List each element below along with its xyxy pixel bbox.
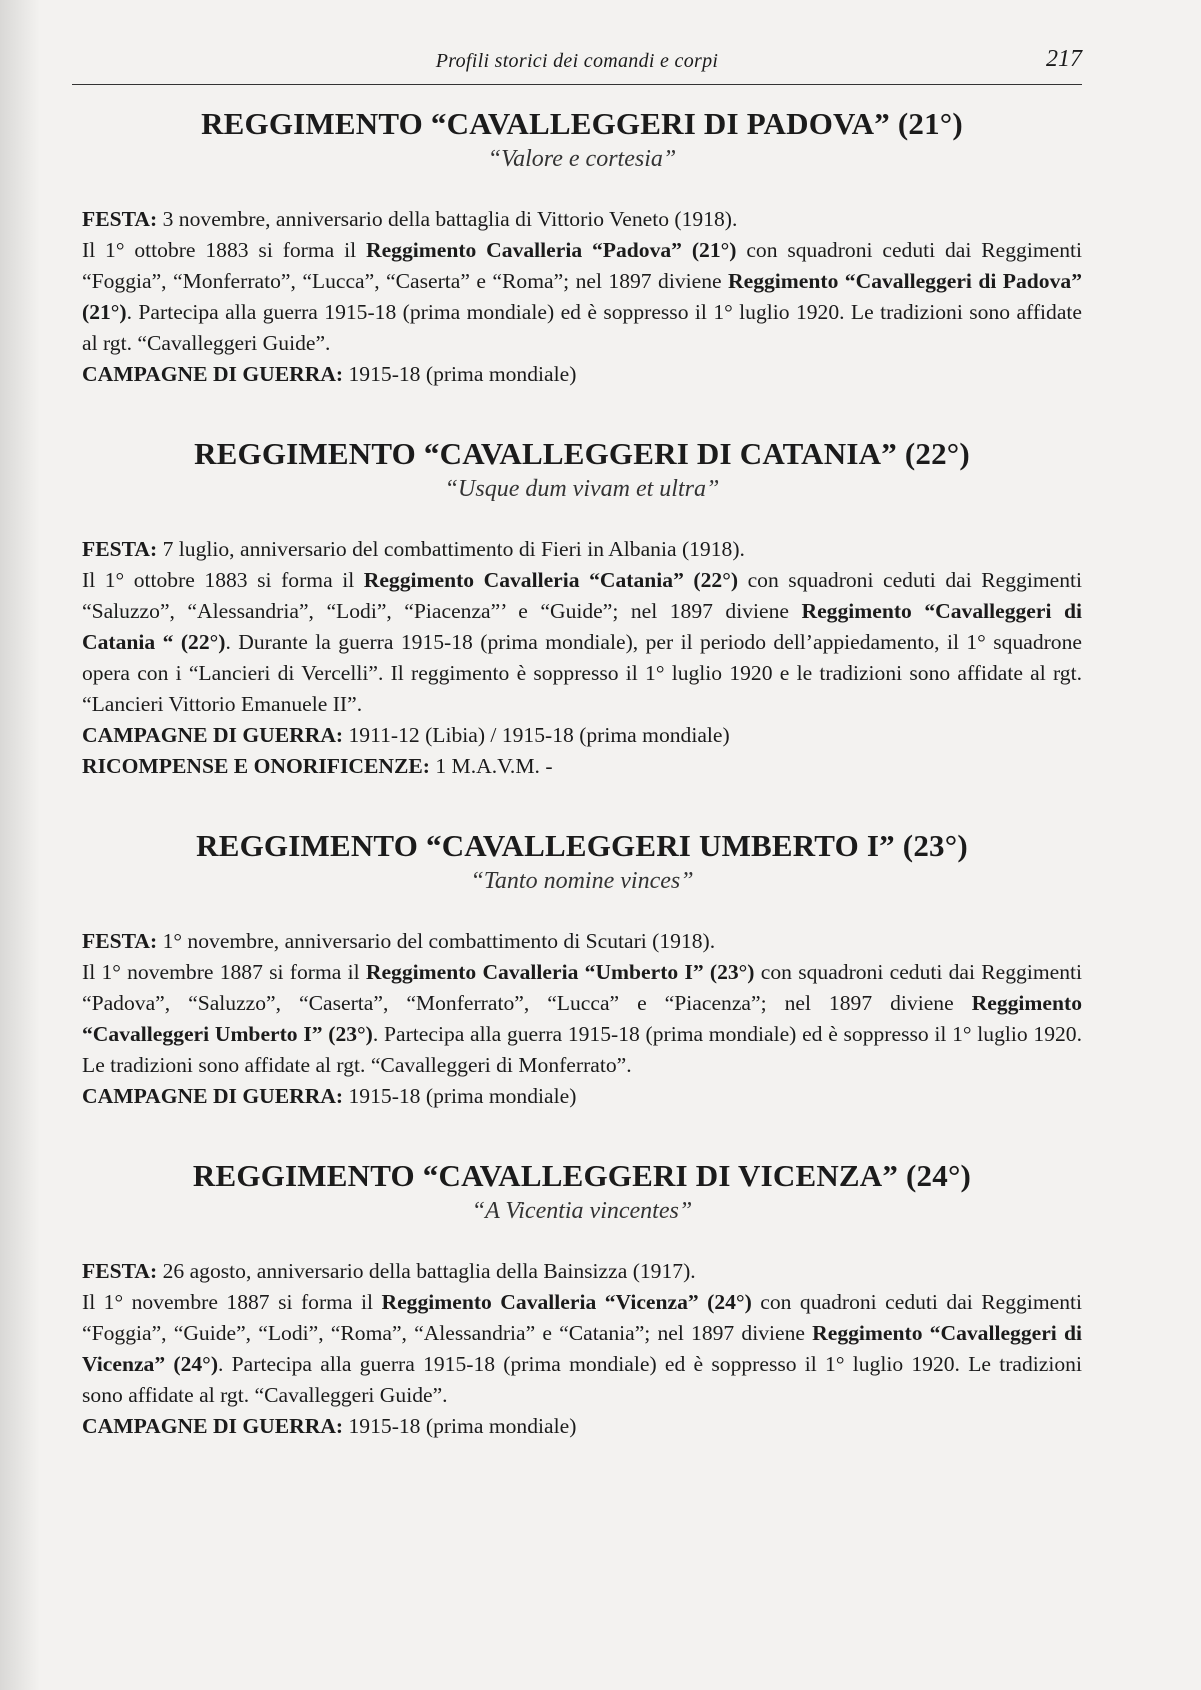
- extra-text: 1915-18 (prima mondiale): [343, 362, 577, 386]
- extra-label: RICOMPENSE E ONORIFICENZE:: [82, 754, 430, 778]
- extra-line: [82, 1081, 1082, 1112]
- regiment-section: [82, 1156, 1082, 1442]
- history-bold-run: Reggimento “Cavalleggeri Umberto I” (23°): [82, 991, 1082, 1046]
- history-bold-run: Reggimento “Cavalleggeri di Padova” (21°): [82, 269, 1082, 324]
- regiment-title: REGGIMENTO “CAVALLEGGERI DI PADOVA” (21°): [201, 106, 963, 141]
- history-text-run: . Partecipa alla guerra 1915-18 (prima mondiale) ed è soppresso il 1° luglio 1920. Le tradizioni sono affidate al rgt. “Cavalleggeri Guide”.: [82, 1352, 1082, 1407]
- regiment-section: [82, 104, 1082, 390]
- extra-line: [82, 359, 1082, 390]
- history-bold-run: Reggimento “Cavalleggeri di Vicenza” (24°): [82, 1321, 1082, 1376]
- regiment-motto: “A Vicentia vincentes”: [471, 1198, 693, 1224]
- extra-label: CAMPAGNE DI GUERRA:: [82, 1084, 344, 1108]
- history-text-run: Il 1° novembre 1887 si forma il: [82, 1290, 382, 1314]
- running-title: Profili storici dei comandi e corpi: [435, 50, 719, 72]
- festa-text: 1° novembre, anniversario del combattimento di Scutari (1918).: [157, 929, 716, 953]
- history-paragraph: [82, 235, 1082, 359]
- history-bold-run: Reggimento Cavalleria “Padova” (21°): [365, 238, 737, 262]
- festa-label: FESTA:: [82, 929, 158, 953]
- regiment-title: REGGIMENTO “CAVALLEGGERI DI CATANIA” (22°): [194, 436, 970, 471]
- history-bold-run: Reggimento Cavalleria “Vicenza” (24°): [381, 1290, 752, 1314]
- regiment-section: [82, 826, 1082, 1112]
- extra-line: [82, 1411, 1082, 1442]
- festa-label: FESTA:: [82, 537, 158, 561]
- extra-line: [82, 751, 1082, 782]
- page-content: [82, 104, 1082, 1442]
- festa-text: 3 novembre, anniversario della battaglia di Vittorio Veneto (1918).: [157, 207, 738, 231]
- page-header: [72, 44, 1082, 85]
- festa-line: [82, 1256, 1082, 1287]
- history-text-run: con squadroni ceduti dai Reggimenti “Foggia”, “Monferrato”, “Lucca”, “Caserta” e “Roma”; nel 1897 diviene: [82, 238, 1083, 293]
- history-text-run: con squadroni ceduti dai Reggimenti “Saluzzo”, “Alessandria”, “Lodi”, “Piacenza”’ e “Guide”; nel 1897 diviene: [82, 568, 1082, 623]
- festa-text: 7 luglio, anniversario del combattimento di Fieri in Albania (1918).: [157, 537, 745, 561]
- extra-text: 1915-18 (prima mondiale): [343, 1414, 577, 1438]
- regiment-title: REGGIMENTO “CAVALLEGGERI DI VICENZA” (24°): [192, 1158, 972, 1193]
- festa-line: [82, 204, 1082, 235]
- history-text-run: Il 1° ottobre 1883 si forma il: [82, 238, 366, 262]
- festa-label: FESTA:: [82, 1259, 158, 1283]
- history-text-run: con squadroni ceduti dai Reggimenti “Padova”, “Saluzzo”, “Caserta”, “Monferrato”, “Lucca” e “Piacenza”; nel 1897 diviene: [82, 960, 1082, 1015]
- festa-text: 26 agosto, anniversario della battaglia della Bainsizza (1917).: [157, 1259, 696, 1283]
- extra-text: 1911-12 (Libia) / 1915-18 (prima mondiale): [343, 723, 730, 747]
- extra-text: 1915-18 (prima mondiale): [343, 1084, 577, 1108]
- extra-text: 1 M.A.V.M. -: [429, 754, 553, 778]
- regiment-motto: “Valore e cortesia”: [487, 146, 677, 172]
- regiment-title: REGGIMENTO “CAVALLEGGERI UMBERTO I” (23°): [196, 828, 968, 863]
- history-bold-run: Reggimento Cavalleria “Catania” (22°): [363, 568, 739, 592]
- history-bold-run: Reggimento “Cavalleggeri di Catania “ (22°): [82, 599, 1082, 654]
- history-paragraph: [82, 957, 1082, 1081]
- history-text-run: . Durante la guerra 1915-18 (prima mondiale), per il periodo dell’appiedamento, il 1° squadrone opera con i “Lancieri di Vercelli”. Il reggimento è soppresso il 1° luglio 1920 e le tradizioni sono affidate al rgt. “Lancieri Vittorio Emanuele II”.: [82, 630, 1082, 716]
- extra-label: CAMPAGNE DI GUERRA:: [82, 1414, 344, 1438]
- festa-label: FESTA:: [82, 207, 158, 231]
- history-bold-run: Reggimento Cavalleria “Umberto I” (23°): [365, 960, 755, 984]
- festa-line: [82, 926, 1082, 957]
- history-text-run: Il 1° novembre 1887 si forma il: [82, 960, 366, 984]
- extra-label: CAMPAGNE DI GUERRA:: [82, 723, 344, 747]
- history-paragraph: [82, 565, 1082, 720]
- extra-label: CAMPAGNE DI GUERRA:: [82, 362, 344, 386]
- history-paragraph: [82, 1287, 1082, 1411]
- history-text-run: con quadroni ceduti dai Reggimenti “Foggia”, “Guide”, “Lodi”, “Roma”, “Alessandria” e “Catania”; nel 1897 diviene: [82, 1290, 1083, 1345]
- history-text-run: . Partecipa alla guerra 1915-18 (prima mondiale) ed è soppresso il 1° luglio 1920. Le tradizioni sono affidate al rgt. “Cavalleggeri di Monferrato”.: [82, 1022, 1082, 1077]
- history-text-run: Il 1° ottobre 1883 si forma il: [82, 568, 364, 592]
- extra-line: [82, 720, 1082, 751]
- regiment-motto: “Tanto nomine vinces”: [470, 868, 694, 894]
- page-gutter-shadow: [0, 0, 40, 1690]
- regiment-section: [82, 434, 1082, 782]
- festa-line: [82, 534, 1082, 565]
- regiment-motto: “Usque dum vivam et ultra”: [444, 476, 720, 502]
- page-number: 217: [1046, 46, 1082, 72]
- history-text-run: . Partecipa alla guerra 1915-18 (prima mondiale) ed è soppresso il 1° luglio 1920. Le tradizioni sono affidate al rgt. “Cavalleggeri Guide”.: [82, 300, 1082, 355]
